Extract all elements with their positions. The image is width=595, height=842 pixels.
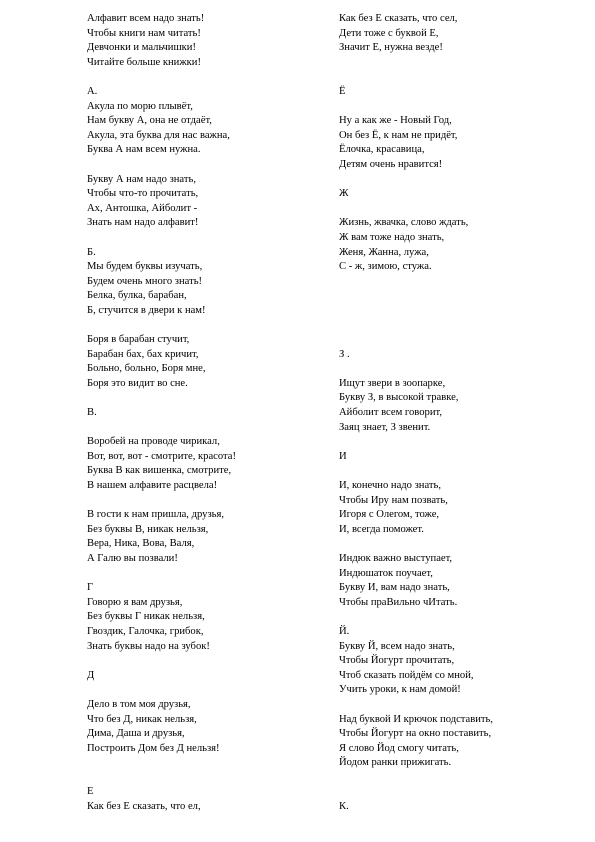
poem-line: Акула по морю плывёт, [87,100,193,112]
poem-line: Без буквы В, никак нельзя, [87,523,209,535]
poem-line [339,785,579,800]
poem-line: Ё [339,85,346,97]
poem-line [87,494,317,509]
poem-line [339,537,579,552]
poem-line [339,464,579,479]
poem-line [87,231,317,246]
poem-line: В нашем алфавите расцвела! [87,480,218,491]
poem-line: Как без Е сказать, что ел, [87,801,201,813]
poem-line: Боря это видит во сне. [87,377,188,389]
poem-line [87,683,317,698]
poem-line: Д [87,669,95,681]
poem-line: Г [87,582,94,594]
poem-line: В гости к нам пришла, друзья, [87,509,224,521]
poem-line [339,304,579,319]
poem-line: Детям очень нравится! [339,158,443,170]
poem-line: И, конечно надо знать, [339,480,442,491]
poem-line [339,333,579,348]
poem-line [339,362,579,377]
poem-line: Й. [339,625,350,637]
poem-line: Без буквы Г никак нельзя, [87,611,205,623]
poem-line: Нам букву А, она не отдаёт, [87,115,212,127]
poem-line: Б, стучится в двери к нам! [87,304,206,316]
poem-line: Индюк важно выступает, [339,552,453,564]
poem-line: А Галю вы позвали! [87,552,178,564]
poem-line: Чтоб сказать пойдём со мной, [339,669,474,681]
poem-line: З . [339,348,350,360]
poem-line [339,70,579,85]
poem-line: А. [87,85,98,97]
poem-line [339,698,579,713]
poem-line: Гвоздик, Галочка, грибок, [87,625,204,637]
poem-line [87,567,317,582]
poem-line [339,173,579,188]
poem-line: Индюшаток поучает, [339,567,433,579]
poem-line: Женя, Жанна, лужа, [339,246,429,258]
poem-line: И, всегда поможет. [339,523,424,535]
poem-line: Над буквой И крючок подставить, [339,713,494,725]
poem-line [339,202,579,217]
poem-line: Жизнь, жвачка, слово ждать, [339,217,469,229]
poem-line [87,318,317,333]
poem-line: Больно, больно, Боря мне, [87,363,206,375]
poem-line: Чтобы Иру нам позвать, [339,494,448,506]
poem-line: Дима, Даша и друзья, [87,728,185,740]
poem-line: Как без Е сказать, что сел, [339,13,458,24]
poem-line: Букву Й, всем надо знать, [339,640,455,652]
poem-line: Акула, эта буква для нас важна, [87,129,230,141]
poem-line: Вот, вот, вот - смотрите, красота! [87,450,237,462]
poem-line: С - ж, зимою, стужа. [339,261,432,273]
poem-line: Чтобы что-то прочитать, [87,188,199,200]
poem-line: Знать буквы надо на зубок! [87,640,210,652]
poem-line: Вера, Ника, Вова, Валя, [87,538,195,550]
poem-line: Значит Е, нужна везде! [339,42,443,54]
poem-line [339,435,579,450]
poem-line: Белка, булка, барабан, [87,290,187,302]
poem-line: Читайте больше книжки! [87,56,201,68]
poem-line: Дело в том моя друзья, [87,698,191,710]
poem-line: Б. [87,246,96,258]
poem-line: Учить уроки, к нам домой! [339,684,461,696]
poem-line [87,158,317,173]
poem-line [339,771,579,786]
poem-line: Чтобы Йогурт прочитать, [339,655,455,667]
poem-line [339,100,579,115]
poem-line: Ж вам тоже надо знать, [339,231,445,243]
poem-line: Что без Д, никак нельзя, [87,713,197,725]
poem-line [87,70,317,85]
poem-line: Чтобы Йогурт на окно поставить, [339,728,492,740]
poem-line: Айболит всем говорит, [339,407,442,419]
poem-line: Ёлочка, красавица, [339,144,425,156]
poem-line: Он без Ё, к нам не придёт, [339,129,458,141]
poem-line: Буква В как вишенка, смотрите, [87,465,232,477]
poem-line: Знать нам надо алфавит! [87,217,199,229]
left-text-column [87,12,317,815]
poem-line: Е [87,786,94,798]
poem-line: Чтобы книги нам читать! [87,27,201,39]
poem-line [339,610,579,625]
poem-line: Ну а как же - Новый Год, [339,115,452,127]
poem-line: Ах, Антошка, Айболит - [87,202,198,214]
poem-line: В. [87,407,97,419]
poem-line: Я слово Йод смогу читать, [339,742,459,754]
poem-line: Алфавит всем надо знать! [87,13,205,24]
poem-line: Букву А нам надо знать, [87,173,196,185]
poem-line [339,289,579,304]
poem-line: Йодом ранки прижигать. [339,757,452,769]
poem-line: К. [339,801,349,813]
right-text-column [339,12,579,815]
poem-line: Игоря с Олегом, тоже, [339,509,440,521]
poem-line: Заяц знает, З звенит. [339,421,431,433]
poem-line: Построить Дом без Д нельзя! [87,742,220,754]
poem-line: Ж [339,188,349,200]
poem-line [87,654,317,669]
poem-line: Чтобы праВильно чИтать. [339,596,458,608]
poem-line [339,275,579,290]
poem-line: И [339,450,347,462]
poem-line: Букву И, вам надо знать, [339,582,450,594]
poem-line: Воробей на проводе чирикал, [87,436,220,448]
poem-line: Говорю я вам друзья, [87,596,183,608]
poem-line: Боря в барабан стучит, [87,334,190,346]
poem-line: Будем очень много знать! [87,275,203,287]
poem-line: Букву З, в высокой травке, [339,392,459,404]
poem-line [87,421,317,436]
poem-line [339,56,579,71]
poem-line: Мы будем буквы изучать, [87,261,203,273]
poem-line [87,756,317,771]
poem-line [87,771,317,786]
poem-line: Дети тоже с буквой Е, [339,27,439,39]
poem-line: Ищут звери в зоопарке, [339,377,446,389]
poem-line [339,318,579,333]
poem-line: Буква А нам всем нужна. [87,144,201,156]
poem-line [87,391,317,406]
poem-line: Девчонки и мальчишки! [87,42,196,54]
poem-line: Барабан бах, бах кричит, [87,348,199,360]
